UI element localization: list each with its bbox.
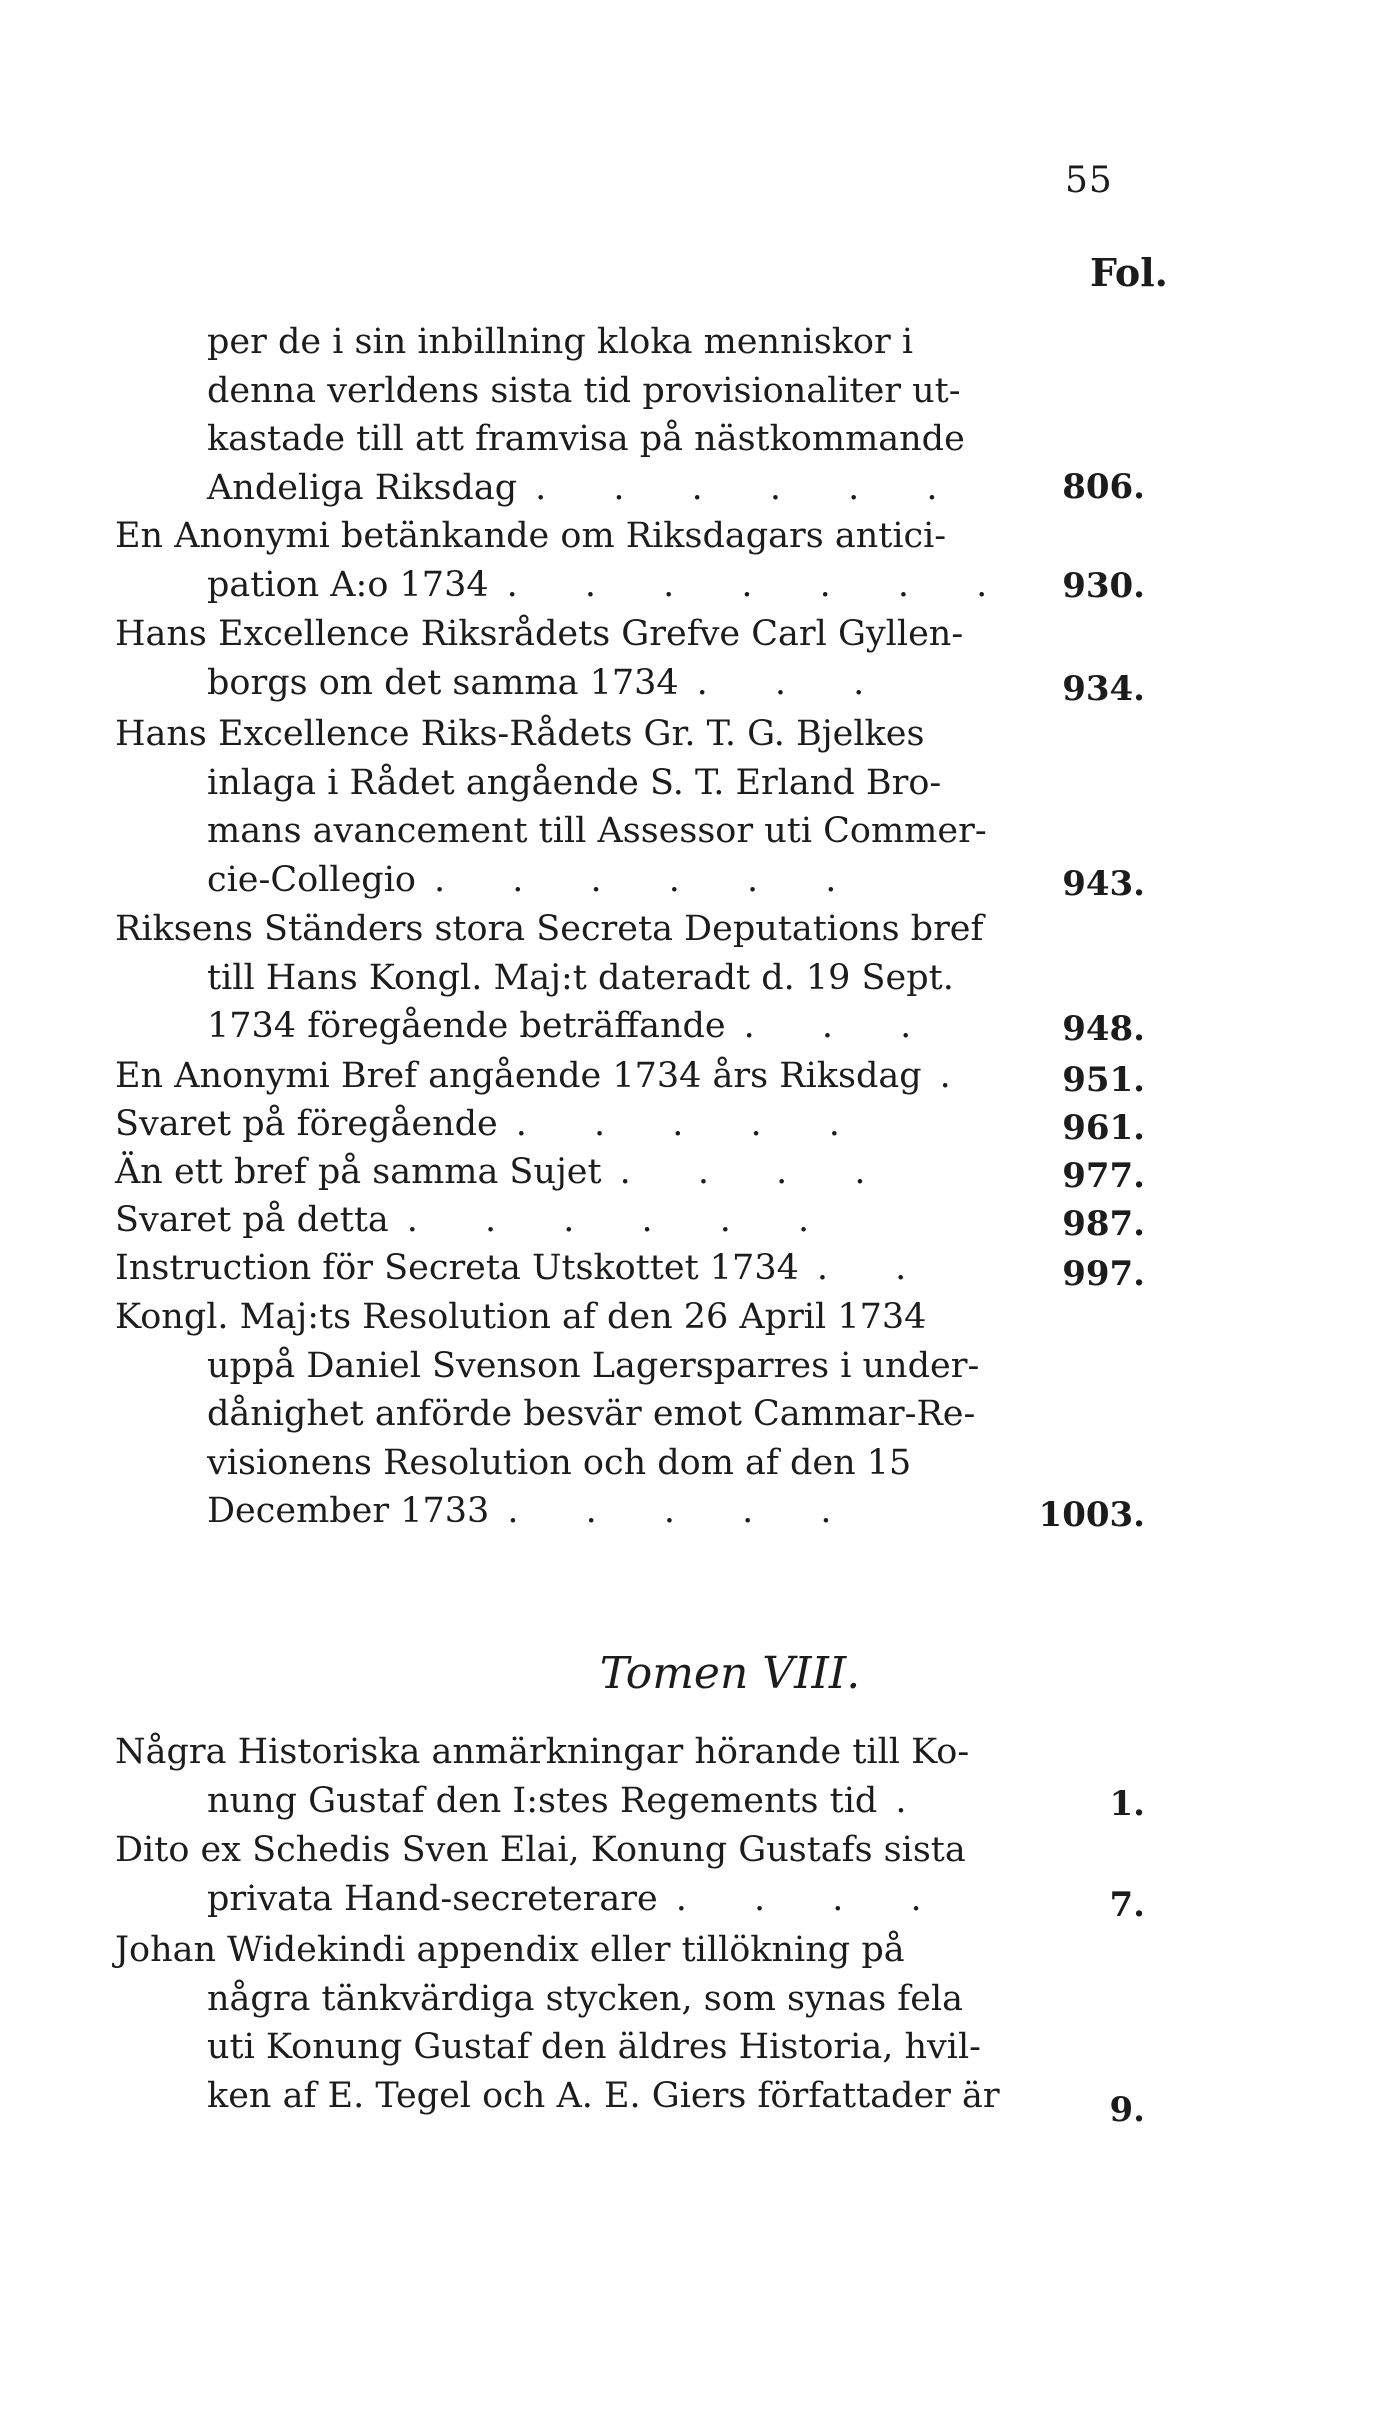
dot-leader: . <box>939 1056 979 1096</box>
entry-line: Dito ex Schedis Sven Elai, Konung Gustafs sista <box>115 1830 966 1870</box>
entry-line <box>115 1052 1125 1101</box>
entry-line: dånighet anförde besvär emot Cammar-Re- <box>207 1394 976 1434</box>
entry-line: mans avancement till Assessor uti Commer- <box>207 811 987 851</box>
entry-line <box>115 561 1125 610</box>
toc-entry <box>115 318 1145 512</box>
entry-line-text: borgs om det samma 1734 <box>207 662 679 703</box>
dot-leader: . . . . . . . <box>506 564 1016 605</box>
dot-leader: . . . <box>696 662 893 703</box>
entry-line: Några Historiska anmärkningar hörande till Ko- <box>115 1732 970 1772</box>
entry-line-text: Andeliga Riksdag <box>207 467 518 508</box>
entry-page-number: 806. <box>1062 467 1145 507</box>
entry-line <box>115 1487 1125 1536</box>
entry-line: Hans Excellence Riks-Rådets Gr. T. G. Bjelkes <box>115 714 925 754</box>
toc-entry <box>115 1826 1145 1925</box>
toc-entry <box>115 1293 1145 1536</box>
entry-line: visionens Resolution och dom af den 15 <box>207 1442 912 1483</box>
toc-entry <box>115 1100 1145 1149</box>
entry-line <box>115 856 1125 905</box>
entry-line <box>115 1148 1125 1197</box>
toc-entry <box>115 1052 1145 1101</box>
dot-leader: . . . . <box>619 1152 894 1192</box>
entry-line: uppå Daniel Svenson Lagersparres i under- <box>207 1345 980 1386</box>
entry-line: ken af E. Tegel och A. E. Giers författader är <box>207 2075 1000 2116</box>
entry-page-number: 961. <box>1062 1108 1145 1148</box>
entry-line-text: cie-Collegio <box>207 859 416 900</box>
entry-page-number: 997. <box>1062 1254 1145 1294</box>
entry-page-number: 987. <box>1062 1204 1145 1244</box>
entry-line: Riksens Ständers stora Secreta Deputations bref <box>115 909 984 949</box>
entry-line <box>115 1875 1125 1924</box>
entry-page-number: 977. <box>1062 1156 1145 1196</box>
entry-page-number: 1003. <box>1038 1495 1145 1535</box>
entry-line: Johan Widekindi appendix eller tillökning på <box>115 1930 905 1970</box>
entry-line <box>115 464 1125 513</box>
entry-line <box>115 1244 1125 1293</box>
page-number: 55 <box>1065 160 1113 201</box>
entry-line-text: En Anonymi Bref angående 1734 års Riksdag <box>115 1056 922 1096</box>
entry-line: En Anonymi betänkande om Riksdagars antici- <box>115 516 947 556</box>
toc-entry <box>115 512 1145 609</box>
dot-leader: . . . . . . <box>406 1200 838 1240</box>
entry-page-number: 951. <box>1062 1060 1145 1100</box>
entry-line-text: Svaret på föregående <box>115 1104 498 1144</box>
entry-line-text: nung Gustaf den I:stes Regements tid <box>207 1780 878 1821</box>
toc-entry <box>115 905 1145 1051</box>
entry-page-number: 9. <box>1109 2090 1145 2130</box>
toc-entry <box>115 610 1145 709</box>
entry-line: per de i sin inbillning kloka menniskor i <box>207 322 914 362</box>
toc-entry <box>115 1728 1145 1825</box>
toc-entry <box>115 710 1145 904</box>
dot-leader: . . . . . . <box>433 859 865 900</box>
entry-page-number: 7. <box>1109 1885 1145 1925</box>
entry-line: Hans Excellence Riksrådets Grefve Carl Gyllen- <box>115 614 964 654</box>
dot-leader: . . . . . . <box>535 467 966 508</box>
folio-column-label: Fol. <box>1090 250 1168 295</box>
entry-line-text: 1734 föregående beträffande <box>207 1006 726 1046</box>
entry-line <box>115 1100 1125 1149</box>
dot-leader: . . . . <box>675 1878 950 1919</box>
dot-leader: . . . . . <box>507 1491 860 1531</box>
entry-page-number: 948. <box>1062 1009 1145 1049</box>
entry-line: uti Konung Gustaf den äldres Historia, hvil- <box>207 2027 981 2067</box>
entry-page-number: 934. <box>1062 669 1145 709</box>
dot-leader: . . <box>816 1248 935 1288</box>
entry-page-number: 930. <box>1062 566 1145 606</box>
entry-page-number: 943. <box>1062 864 1145 904</box>
toc-entry <box>115 1926 1145 2130</box>
toc-entry <box>115 1196 1145 1245</box>
entry-page-number: 1. <box>1109 1784 1145 1824</box>
dot-leader: . <box>895 1780 935 1821</box>
entry-line: denna verldens sista tid provisionaliter ut- <box>207 370 961 411</box>
entry-line <box>115 1002 1125 1051</box>
entry-line <box>115 659 1125 708</box>
entry-line <box>115 1196 1125 1245</box>
entry-line: kastade till att framvisa på nästkommande <box>207 419 965 459</box>
entry-line-text: Än ett bref på samma Sujet <box>115 1152 602 1192</box>
entry-line-text: December 1733 <box>207 1491 490 1531</box>
entry-line-text: Svaret på detta <box>115 1200 389 1240</box>
dot-leader: . . . <box>743 1006 940 1046</box>
dot-leader: . . . . . <box>515 1104 868 1144</box>
toc-entry <box>115 1244 1145 1294</box>
toc-entry <box>115 1148 1145 1197</box>
entry-line-text: privata Hand-secreterare <box>207 1878 658 1919</box>
entry-line <box>115 1777 1125 1826</box>
entry-line: några tänkvärdiga stycken, som synas fela <box>207 1978 964 2019</box>
entry-line: Kongl. Maj:ts Resolution af den 26 April 1734 <box>115 1297 927 1337</box>
entry-line-text: Instruction för Secreta Utskottet 1734 <box>115 1248 799 1288</box>
section-heading: Tomen VIII. <box>599 1648 861 1699</box>
entry-line: till Hans Kongl. Maj:t dateradt d. 19 Sept. <box>207 957 954 998</box>
entry-line: inlaga i Rådet angående S. T. Erland Bro- <box>207 762 942 803</box>
entry-line-text: pation A:o 1734 <box>207 564 489 605</box>
